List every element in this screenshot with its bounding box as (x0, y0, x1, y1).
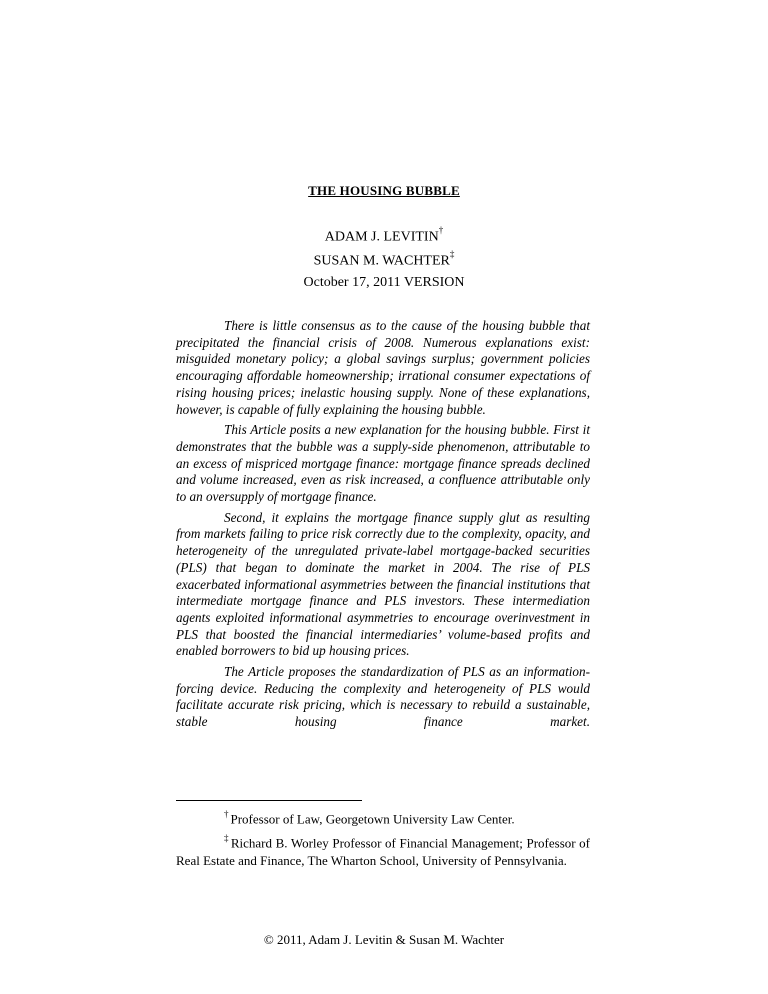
footnote-2-mark: ‡ (224, 833, 229, 844)
abstract (176, 318, 590, 735)
paper-title: THE HOUSING BUBBLE (308, 183, 460, 198)
abstract-paragraph-1: There is little consensus as to the cause of the housing bubble that precipitated the financial crisis of 2008. Numerous explanations exist: misguided monetary policy; a global savings surplus; government policies encouraging affordable homeownership; irrational consumer expectations of rising housing prices; inelastic housing supply. None of these explanations, however, is capable of fully explaining the housing bubble. (176, 318, 590, 417)
footnote-1 (176, 807, 590, 827)
footnote-2-text: Richard B. Worley Professor of Financial Management; Professor of Real Estate and Finance, The Wharton School, University of Pennsylvania. (176, 835, 591, 868)
abstract-paragraph-4: The Article proposes the standardization of PLS as an information-forcing device. Reducing the complexity and heterogeneity of PLS would facilitate accurate risk pricing, which is necessary to rebuild a sustainable, stable housing finance market. (176, 664, 590, 730)
author-wachter (0, 251, 768, 270)
footnotes (176, 807, 590, 873)
version-date: October 17, 2011 VERSION (303, 275, 465, 290)
author-levitin (0, 227, 768, 246)
abstract-paragraph-3: Second, it explains the mortgage finance supply glut as resulting from markets failing to price risk correctly due to the complexity, opacity, and heterogeneity of the unregulated private-label mortgage-backed securities (PLS) that began to dominate the market in 2004. The rise of PLS exacerbated informational asymmetries between the financial institutions that intermediate mortgage finance and PLS investors. These intermediation agents exploited informational asymmetries to encourage overinvestment in PLS that boosted the financial intermediaries’ volume-based profits and enabled borrowers to bid up housing prices. (176, 509, 590, 659)
copyright-notice: © 2011, Adam J. Levitin & Susan M. Wachter (263, 932, 505, 947)
footnote-1-text: Professor of Law, Georgetown University Law Center. (230, 811, 515, 827)
author-name: ADAM J. LEVITIN (324, 229, 439, 245)
footnote-1-mark: † (224, 809, 229, 819)
footnote-marker-dagger: † (438, 225, 444, 235)
footnote-marker-double-dagger: ‡ (449, 249, 455, 259)
abstract-paragraph-2: This Article posits a new explanation for the housing bubble. First it demonstrates that the bubble was a supply-side phenomenon, attributable to an excess of mispriced mortgage finance: mortgage finance spreads declined and volume increased, even as risk increased, a confluence attributable only to an oversupply of mortgage finance. (176, 422, 590, 505)
footnote-2 (176, 831, 590, 868)
footnote-separator (176, 800, 362, 801)
author-name: SUSAN M. WACHTER (313, 253, 450, 269)
